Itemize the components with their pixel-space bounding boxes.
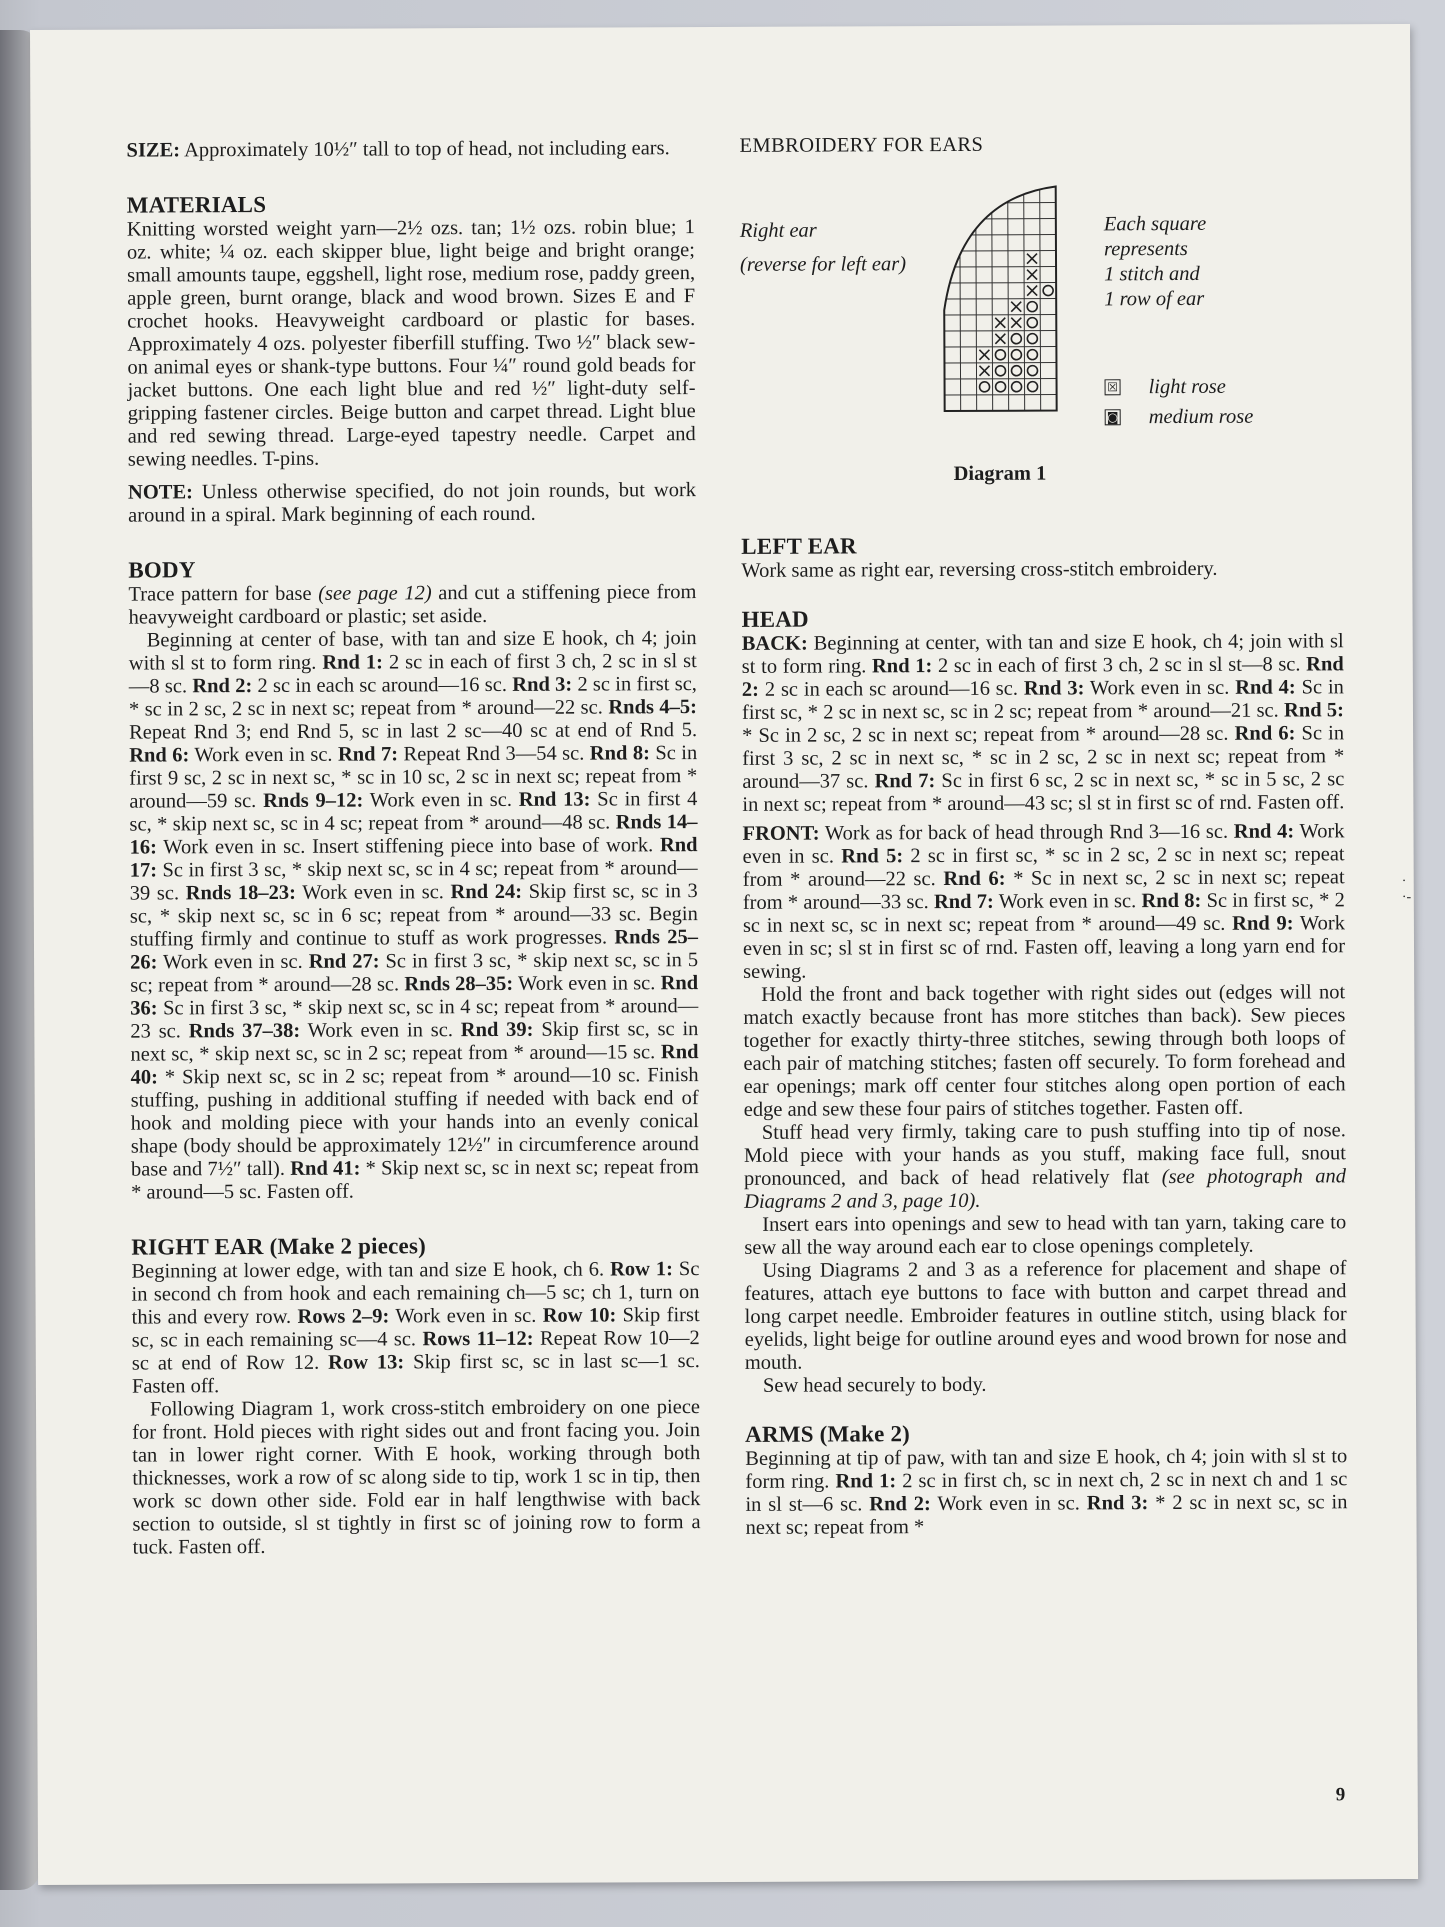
instruction-text: Work as for back of head through Rnd 3—16 sc. <box>819 820 1234 845</box>
instruction-text: Work even in sc. <box>157 950 309 974</box>
instruction-text: Skip first sc, sc in last sc—1 sc. Fasten off. <box>131 1350 700 1398</box>
instruction-text: Beginning at lower edge, with tan and size E hook, ch 6. <box>131 1258 611 1283</box>
circle-stitch-mark <box>996 382 1006 392</box>
round-label: Rnd 4: <box>1235 676 1296 699</box>
instruction-text: Repeat Rnd 3; end Rnd 5, sc in last 2 sc—40 sc at end of Rnd 5. <box>129 719 698 744</box>
materials-heading: MATERIALS <box>126 191 267 218</box>
instruction-text: Work even in sc. <box>742 820 1345 868</box>
round-label: Rnd 9: <box>1232 912 1294 935</box>
arms-paragraph-1 <box>745 1445 1347 1540</box>
instruction-text: Beginning at center of base, with tan and size E hook, ch 4; join with sl st to form ring. <box>128 627 697 675</box>
instruction-text: Sc in first 3 sc, * skip next sc, sc in 5 sc; repeat from * around—28 sc. <box>130 949 699 997</box>
round-label: Rnd 8: <box>1141 889 1202 913</box>
round-label: Rnd 6: <box>1234 722 1296 745</box>
materials-text: Knitting worsted weight yarn—2½ ozs. tan; 1½ ozs. robin blue; 1 oz. white; ¼ oz. each skipper blue, light beige and bright orange; small amounts taupe, eggshell, light rose, medium rose, paddy green, apple green, burnt orange, black and wood brown. Sizes E and F crochet hooks. Heavyweight cardboard or plastic for bases. Approximately 4 ozs. polyester fiberfill stuffing. Two ½″ black sew-on animal eyes or shank-type buttons. Four ¼″ round gold beads for jacket buttons. One each light blue and red ½″ light-duty self-gripping fastener circles. Beige button and carpet thread. Light blue and red sewing thread. Large-eyed tapestry needle. Carpet and sewing needles. T-pins. <box>126 216 696 471</box>
key-note-line-3: 1 stitch and <box>1104 262 1200 286</box>
instruction-text: Work even in sc; sl st in first sc of rnd. Fasten off, leaving a long yarn end for sewing. <box>742 912 1346 983</box>
key-note-line-1: Each square <box>1103 212 1207 236</box>
size-label: SIZE: <box>126 139 181 162</box>
instruction-text: Skip first sc, sc in 3 sc, * skip next sc, sc in 6 sc; repeat from * around—33 sc. Begin stuffing firmly and continue to stuff as work progresses. <box>129 880 698 951</box>
round-label: Rnds 9–12: <box>263 789 364 812</box>
round-label: Rnd 2: <box>741 653 1344 701</box>
round-label: Rnd 1: <box>835 1470 897 1493</box>
circle-stitch-mark <box>1011 334 1021 344</box>
circle-stitch-mark <box>995 366 1005 376</box>
round-label: Rnd 36: <box>130 972 699 1020</box>
circle-stitch-mark <box>995 350 1005 360</box>
round-label: Rnd 8: <box>589 742 650 765</box>
round-label: BACK: <box>741 632 808 655</box>
round-label: Rnd 3: <box>512 673 573 696</box>
instruction-text: Work even in sc. <box>295 881 451 904</box>
booklet-page <box>30 24 1418 1885</box>
head-paragraph-5: Insert ears into openings and sew to head with tan yarn, taking care to sew all the way around each ear to close openings completely. <box>744 1211 1347 1259</box>
embroidery-heading: EMBROIDERY FOR EARS <box>739 133 984 157</box>
head-back-paragraph <box>742 630 1345 817</box>
instruction-text: 2 sc in each of first 3 ch, 2 sc in sl st—8 sc. <box>932 653 1307 678</box>
body-p1-reference: (see page 12) <box>318 582 432 605</box>
round-label: Row 13: <box>328 1351 405 1374</box>
instruction-text: Skip first sc, sc in each remaining sc—4 sc. <box>131 1304 700 1352</box>
diagram-1-area <box>740 171 1343 490</box>
instruction-text: Beginning at center, with tan and size E hook, ch 4; join with sl st to form ring. <box>741 630 1344 678</box>
legend-medium-rose <box>1105 402 1254 433</box>
round-label: Rnds 4–5: <box>608 696 698 719</box>
circle-stitch-mark <box>1011 366 1021 376</box>
right-ear-paragraph-1 <box>131 1258 700 1398</box>
head-heading: HEAD <box>741 606 809 632</box>
round-label: Rnds 37–38: <box>188 1019 301 1043</box>
circle-stitch-mark <box>1027 350 1037 360</box>
instruction-text: Skip first sc, sc in next sc, * skip next sc, sc in 2 sc; repeat from * around—15 sc. <box>130 1018 699 1066</box>
note-label: NOTE: <box>127 481 194 504</box>
circle-stitch-mark <box>980 382 990 392</box>
circle-stitch-mark <box>1012 382 1022 392</box>
round-label: Rnds 25–26: <box>130 926 699 974</box>
round-label: Row 10: <box>542 1304 617 1327</box>
instruction-text: Sc in second ch from hook and each remaining ch—5 sc; ch 1, turn on this and every row. <box>131 1258 700 1329</box>
round-label: Rnd 4: <box>1233 820 1295 843</box>
body-paragraph-2 <box>129 627 700 1204</box>
circle-stitch-mark <box>1027 366 1037 376</box>
instruction-text: Work even in sc. Insert stiffening piece into base of work. <box>156 834 661 859</box>
instruction-text: Work even in sc. <box>513 972 661 995</box>
note-paragraph <box>128 479 696 527</box>
circle-stitch-mark <box>1027 334 1037 344</box>
legend-light-rose-label: light rose <box>1148 375 1226 399</box>
instruction-text: 2 sc in first sc, * sc in 2 sc, 2 sc in next sc; repeat from * around—22 sc. <box>742 843 1345 891</box>
instruction-text: 2 sc in each of first 3 ch, 2 sc in sl st—8 sc. <box>128 650 697 698</box>
round-label: Rnd 41: <box>290 1157 361 1180</box>
right-ear-label: Right ear <box>739 219 817 242</box>
head-p4-reference: (see photograph and Diagrams 2 and 3, page 10). <box>744 1165 1347 1213</box>
cross-symbol-icon: ☒ <box>1105 379 1121 395</box>
round-label: Rnd 24: <box>450 880 523 904</box>
body-p1-text-a: Trace pattern for base <box>128 582 319 606</box>
instruction-text: * 2 sc in next sc, sc in next sc; repeat from * <box>745 1491 1348 1539</box>
head-front-paragraph <box>742 820 1345 984</box>
round-label: Rnd 13: <box>518 788 591 811</box>
left-column <box>126 137 700 1559</box>
round-label: Rnd 7: <box>337 743 399 766</box>
instruction-text: Sc in first 9 sc, 2 sc in next sc, * sc in 10 sc, 2 sc in next sc; repeat from * around—59 sc. <box>129 742 698 813</box>
round-label: Rnd 1: <box>322 651 383 674</box>
circle-stitch-mark <box>1027 302 1037 312</box>
instruction-text: * Sc in 2 sc, 2 sc in next sc; repeat from * around—28 sc. <box>742 722 1235 747</box>
right-column <box>739 132 1347 1540</box>
left-ear-heading: LEFT EAR <box>741 533 857 559</box>
round-label: FRONT: <box>742 822 820 845</box>
round-label: Rows 11–12: <box>422 1327 534 1351</box>
instruction-text: 2 sc in first sc, * sc in 2 sc, 2 sc in next sc; repeat from * around—22 sc. <box>128 673 697 721</box>
round-label: Rnd 27: <box>308 950 380 973</box>
round-label: Rows 2–9: <box>297 1305 390 1328</box>
head-paragraph-3: Hold the front and back together with right sides out (edges will not match exactly because front has more stitches than back). Sew pieces together for exactly thirty-three stitches, sewing through both loops of each pair of matching stitches; fasten off securely. To form forehead and ear openings; mark off center four stitches along open portion of each edge and sew these four pairs of stitches together. Fasten off. <box>743 981 1346 1121</box>
round-label: Rnds 18–23: <box>185 881 297 905</box>
circle-stitch-mark <box>1043 286 1053 296</box>
instruction-text: 2 sc in each sc around—16 sc. <box>758 677 1024 701</box>
instruction-text: Work even in sc. <box>300 1019 461 1042</box>
instruction-text: Sc in first 4 sc, * skip next sc, sc in 4 sc; repeat from * around—48 sc. <box>129 788 698 836</box>
page-number: 9 <box>1335 1784 1346 1806</box>
key-note-line-4: 1 row of ear <box>1104 287 1205 311</box>
left-ear-text: Work same as right ear, reversing cross-stitch embroidery. <box>741 557 1218 582</box>
instruction-text: Sc in first sc, * 2 sc in next sc, sc in next sc; repeat from * around—49 sc. <box>742 889 1345 937</box>
round-label: Rnd 6: <box>943 867 1006 891</box>
instruction-text: Work even in sc. <box>930 1492 1087 1516</box>
diagram-1-caption: Diagram 1 <box>953 462 1047 485</box>
grid-lines <box>944 187 1057 411</box>
instruction-text: Sc in first 3 sc, * skip next sc, sc in 4 sc; repeat from * around—23 sc. <box>130 995 699 1043</box>
arms-heading: ARMS (Make 2) <box>745 1421 911 1447</box>
round-label: Rnd 1: <box>871 655 933 678</box>
instruction-text: Repeat Row 10—2 sc at end of Row 12. <box>131 1327 700 1375</box>
body-paragraph-1 <box>128 581 696 629</box>
round-label: Row 1: <box>609 1258 673 1281</box>
instruction-text: Work even in sc. <box>189 743 338 767</box>
size-paragraph <box>126 137 694 162</box>
instruction-text: Repeat Rnd 3—54 sc. <box>398 742 590 766</box>
instruction-text: 2 sc in each sc around—16 sc. <box>252 673 513 698</box>
legend-light-rose <box>1105 372 1254 403</box>
head-paragraph-4 <box>744 1119 1346 1214</box>
reverse-note: (reverse for left ear) <box>739 253 907 276</box>
head-paragraph-6: Using Diagrams 2 and 3 as a reference for placement and shape of features, attach eye buttons to face with button and carpet thread and long carpet needle. Embroider features in outline stitch, using black for eyelids, light beige for outline around eyes and wood brown for nose and mouth. <box>744 1257 1347 1374</box>
legend-medium-rose-label: medium rose <box>1148 405 1254 429</box>
instruction-text: * Skip next sc, sc in 2 sc; repeat from * around—10 sc. Finish stuffing, pushing in additional stuffing if needed with back end of hook and molding piece with your hands into an evenly conical shape (body should be approximately 12½″ in circumference around base and 7½″ tall). <box>130 1064 699 1181</box>
circle-stitch-mark <box>1028 382 1038 392</box>
instruction-text: Sc in first sc, * 2 sc in next sc, sc in 2 sc; repeat from * around—21 sc. <box>741 676 1344 724</box>
circle-stitch-mark <box>1011 350 1021 360</box>
round-label: Rnds 14–16: <box>129 811 698 859</box>
body-heading: BODY <box>128 557 196 583</box>
diagram-left-caption <box>740 213 906 282</box>
instruction-text: Sc in first 3 sc, * skip next sc, sc in 4 sc; repeat from * around—39 sc. <box>129 857 698 905</box>
instruction-text: Sc in first 3 sc, 2 sc in next sc, * sc in 2 sc, 2 sc in next sc; repeat from * around—37 sc. <box>742 722 1345 793</box>
instruction-text: Sc in first 6 sc, 2 sc in next sc, * sc in 5 sc, 2 sc in next sc; repeat from * around—43 sc; sl st in first sc of rnd. Fasten off. <box>742 768 1345 816</box>
round-label: Rnd 2: <box>192 675 253 698</box>
round-label: Rnd 3: <box>1023 677 1085 700</box>
instruction-text: Work even in sc. <box>389 1304 543 1328</box>
instruction-text: Work even in sc. <box>993 890 1142 913</box>
body-p1-text-b: and cut a stiffening piece from heavyweight cardboard or plastic; set aside. <box>128 581 697 629</box>
round-label: Rnd 5: <box>1283 699 1345 722</box>
key-note-line-2: represents <box>1103 237 1188 261</box>
round-label: Rnd 6: <box>129 744 190 767</box>
round-label: Rnd 2: <box>869 1493 931 1516</box>
round-label: Rnd 39: <box>460 1018 534 1042</box>
round-label: Rnd 40: <box>130 1041 699 1089</box>
note-text: Unless otherwise specified, do not join rounds, but work around in a spiral. Mark beginning of each round. <box>128 479 697 527</box>
round-label: Rnds 28–35: <box>404 972 514 996</box>
round-label: Rnd 7: <box>874 770 936 793</box>
circle-symbol-icon: ◙ <box>1105 409 1121 425</box>
circle-stitch-mark <box>1027 318 1037 328</box>
right-ear-paragraph-2: Following Diagram 1, work cross-stitch embroidery on one piece for front. Hold pieces with right sides out and front facing you. Join tan in lower right corner. With E hook, working through both thicknesses, work a row of sc along side to tip, work 1 sc in tip, then work sc down other side. Fold ear in half lengthwise with back section to outside, sl st tightly in first sc of joining row to form a tuck. Fasten off. <box>132 1396 701 1559</box>
instruction-text: Beginning at tip of paw, with tan and size E hook, ch 4; join with sl st to form ring. <box>745 1445 1348 1493</box>
round-label: Rnd 3: <box>1086 1492 1149 1515</box>
head-p4-text: Stuff head very firmly, taking care to push stuffing into tip of nose. Mold piece with your hands as you stuff, making face full, snout pronounced, and back of head relatively flat <box>743 1119 1346 1190</box>
instruction-text: 2 sc in first ch, sc in next ch, 2 sc in next ch and 1 sc in sl st—6 sc. <box>745 1468 1348 1516</box>
head-paragraph-7: Sew head securely to body. <box>762 1373 987 1397</box>
round-label: Rnd 7: <box>933 890 994 914</box>
size-text: Approximately 10½″ tall to top of head, not including ears. <box>180 137 670 162</box>
ear-chart-grid <box>940 183 1061 464</box>
instruction-text: Work even in sc. <box>1084 676 1236 700</box>
stray-marks: · ·‑ <box>1401 874 1412 906</box>
diagram-key-note <box>1104 212 1207 312</box>
round-label: Rnd 5: <box>841 845 904 868</box>
right-ear-heading: RIGHT EAR (Make 2 pieces) <box>131 1233 426 1260</box>
instruction-text: Work even in sc. <box>363 788 519 812</box>
instruction-text: * Sc in next sc, 2 sc in next sc; repeat from * around—33 sc. <box>742 866 1345 914</box>
instruction-text: * Skip next sc, sc in next sc; repeat from * around—5 sc. Fasten off. <box>131 1156 700 1204</box>
round-label: Rnd 17: <box>129 834 698 882</box>
diagram-legend <box>1105 372 1254 433</box>
